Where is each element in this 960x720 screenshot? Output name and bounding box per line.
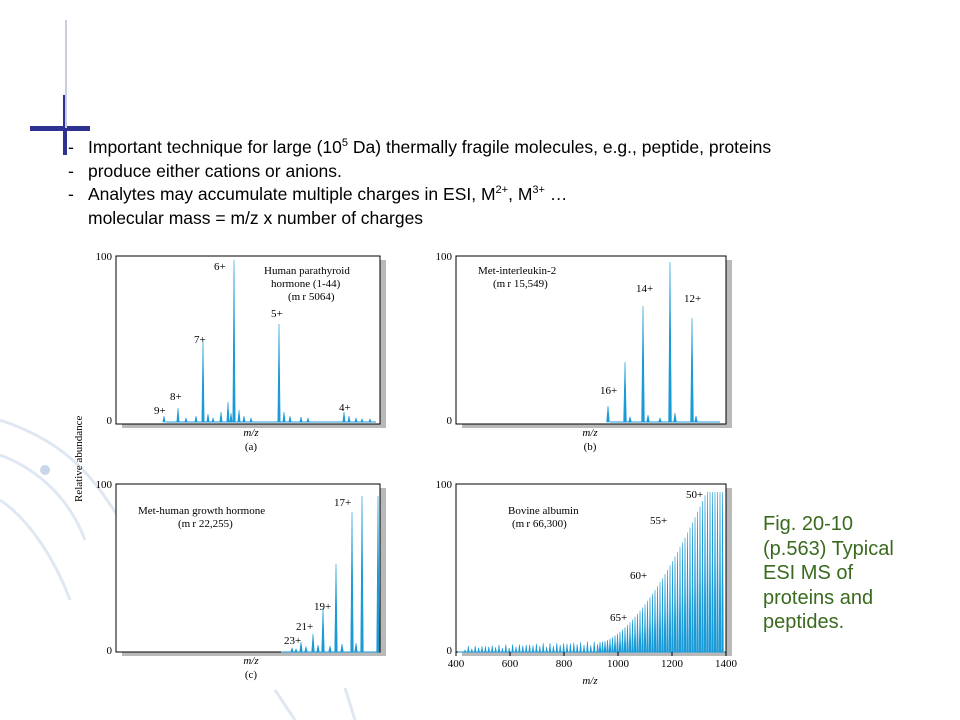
bullet-text: , M <box>508 184 533 204</box>
peak-label: 6+ <box>214 261 226 273</box>
y-axis-label <box>68 380 88 510</box>
panel-d-svg <box>420 476 740 691</box>
x-tick-label: 800 <box>555 658 573 670</box>
panel-mass: (m r 22,255) <box>178 518 233 530</box>
y-tick-0: 0 <box>106 415 112 427</box>
y-tick-100: 100 <box>95 479 112 491</box>
panel-title: Human parathyroid <box>264 265 350 277</box>
bullet-text: Analytes may accumulate multiple charges in ESI, M <box>88 184 496 204</box>
peak-label: 60+ <box>630 570 648 582</box>
panel-letter: (c) <box>244 669 258 681</box>
x-tick-label: 1400 <box>715 658 737 670</box>
y-tick-100: 100 <box>95 251 112 263</box>
bullet-text: Da) thermally fragile molecules, e.g., peptide, proteins <box>348 137 772 157</box>
plot-frame <box>116 256 380 424</box>
peak-label: 12+ <box>684 293 702 305</box>
peak-label: 21+ <box>296 621 314 633</box>
peak-label: 9+ <box>154 405 166 417</box>
caption-line: Fig. 20-10 <box>763 513 854 535</box>
bullet-1 <box>68 136 948 160</box>
bullet-dash: - <box>68 160 74 181</box>
bullet-text: Important technique for large (10 <box>88 137 342 157</box>
peak-label: 14+ <box>636 283 654 295</box>
panel-c-svg <box>86 476 396 691</box>
spectrum-panel-a <box>86 248 396 463</box>
peak-label: 55+ <box>650 515 668 527</box>
peak-label: 65+ <box>610 612 628 624</box>
panel-title: hormone (1-44) <box>271 278 341 290</box>
bullet-2 <box>68 160 948 184</box>
bullet-dash: - <box>68 184 74 204</box>
panel-letter: (b) <box>583 441 597 453</box>
swoosh-dot <box>40 465 50 475</box>
spectrum-panel-b <box>420 248 740 463</box>
caption-line: proteins and <box>763 586 874 609</box>
panel-letter: (a) <box>244 441 258 453</box>
panel-title: Bovine albumin <box>508 505 579 517</box>
superscript: 3+ <box>532 184 545 197</box>
peak-label: 7+ <box>194 334 206 346</box>
panel-mass: (m r 15,549) <box>493 278 548 290</box>
panel-title: Met-human growth hormone <box>138 505 266 517</box>
bullet-list <box>68 136 948 230</box>
bullet-4 <box>68 207 948 231</box>
peak-label: 17+ <box>334 497 352 509</box>
spectrum-panel-c <box>86 476 396 691</box>
peak-label: 4+ <box>339 402 351 414</box>
x-tick-label: 1000 <box>607 658 629 670</box>
bullet-text: molecular mass = m/z x number of charges <box>88 207 424 228</box>
y-axis-label-text: Relative abundance <box>73 415 85 502</box>
y-tick-100: 100 <box>435 479 452 491</box>
bullet-dash: - <box>68 137 74 157</box>
accent-horizontal-bar <box>30 126 90 131</box>
y-tick-0: 0 <box>446 645 452 657</box>
x-axis-label: m/z <box>582 675 598 687</box>
y-tick-0: 0 <box>446 415 452 427</box>
bullet-text: … <box>544 184 568 204</box>
x-axis-label: m/z <box>243 655 259 667</box>
bullet-text: produce either cations or anions. <box>88 160 342 181</box>
peak-label: 50+ <box>686 489 704 501</box>
panel-title: Met-interleukin-2 <box>478 265 557 277</box>
panel-a-svg <box>86 248 396 463</box>
x-tick-label: 1200 <box>661 658 683 670</box>
x-tick-label: 600 <box>501 658 519 670</box>
y-tick-100: 100 <box>435 251 452 263</box>
peak-label: 5+ <box>271 308 283 320</box>
peak-label: 16+ <box>600 385 618 397</box>
panel-mass: (m r 5064) <box>288 291 335 303</box>
peak-label: 23+ <box>284 635 302 647</box>
y-tick-0: 0 <box>106 645 112 657</box>
caption-line: ESI MS of <box>763 562 854 584</box>
caption-line: peptides. <box>763 611 845 633</box>
x-axis-label: m/z <box>243 427 259 439</box>
x-tick-label: 400 <box>447 658 465 670</box>
caption-line: (p.563) Typical <box>763 537 894 560</box>
bullet-3 <box>68 183 948 207</box>
panel-mass: (m r 66,300) <box>512 518 567 530</box>
panel-b-svg <box>420 248 740 463</box>
superscript: 5 <box>341 137 349 150</box>
x-axis-label: m/z <box>582 427 598 439</box>
spectrum-panel-d <box>420 476 740 691</box>
superscript: 2+ <box>495 184 509 197</box>
peak-label: 19+ <box>314 601 332 613</box>
figure-caption <box>763 512 953 635</box>
peak-label: 8+ <box>170 391 182 403</box>
